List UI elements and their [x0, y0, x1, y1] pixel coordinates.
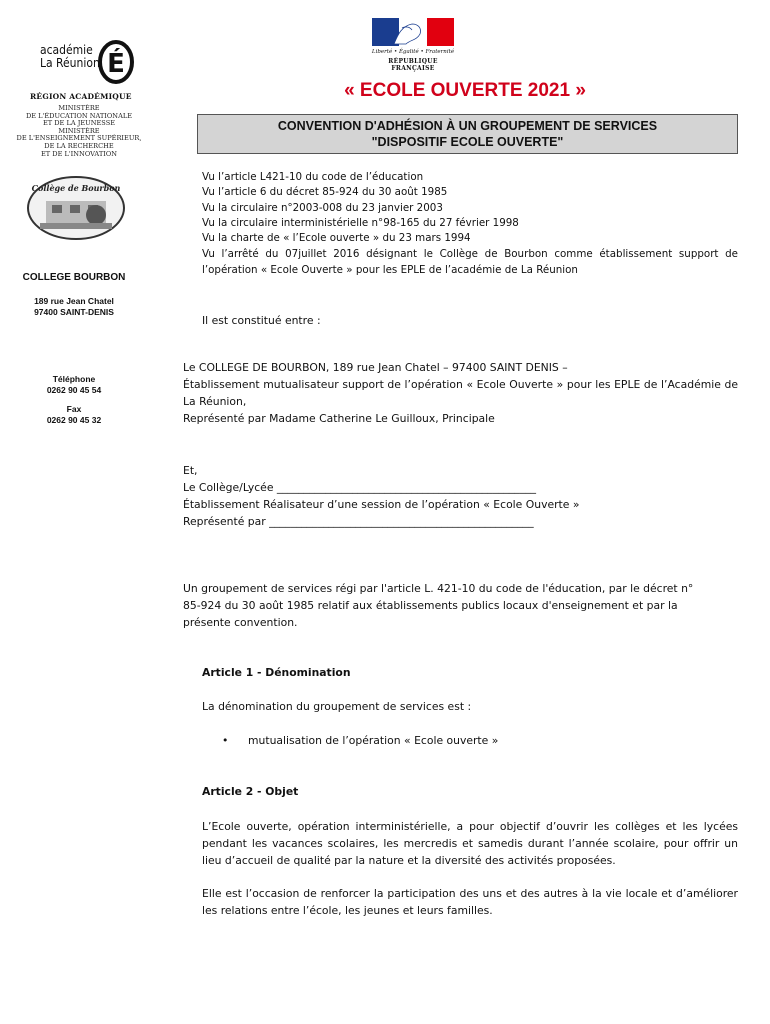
groupement-text: Un groupement de services régi par l'article L. 421-10 du code de l'éducation, par le décret n° 85-924 du 30 août 1985 relatif aux établissements publics locaux d'enseignement et par la présente convention.: [183, 582, 694, 629]
college-lycee-field: Le Collège/Lycée ________________________________________________: [183, 481, 537, 494]
party-two-block: [183, 462, 738, 530]
convention-line1: CONVENTION D'ADHÉSION À UN GROUPEMENT DE SERVICES: [277, 119, 658, 133]
vu-line: Vu l’article L421-10 du code de l’éducation: [202, 171, 424, 183]
svg-text:Collège de Bourbon: Collège de Bourbon: [31, 183, 121, 193]
ministere-line: DE LA RECHERCHE: [44, 141, 114, 150]
college-address: [0, 296, 148, 318]
college-name: COLLEGE BOURBON: [22, 272, 126, 283]
svg-text:É: É: [107, 49, 125, 79]
ministere-line: ET DE L'INNOVATION: [40, 149, 118, 158]
academie-logo: [40, 32, 136, 86]
party-one-line: Établissement mutualisateur support de l’opération « Ecole Ouverte » pour les EPLE de l’Académie de La Réunion,: [183, 378, 738, 408]
article-1-text: La dénomination du groupement de services est :: [202, 700, 472, 713]
ministere-line: MINISTÈRE: [58, 126, 100, 135]
constitue-text: Il est constitué entre :: [202, 314, 321, 327]
academie-e-icon: [98, 32, 134, 84]
convention-header-box: [197, 114, 738, 154]
party-two-line: Et,: [183, 464, 198, 477]
bullet-text: mutualisation de l’opération « Ecole ouverte »: [248, 734, 499, 747]
ministere-line: DE L'ENSEIGNEMENT SUPÉRIEUR,: [16, 134, 142, 143]
article-2-paragraph-1: L’Ecole ouverte, opération interministérielle, a pour objectif d’ouvrir les collèges et les lycées pendant les vacances scolaires, les mercredis et samedis durant l’année scolaire, pour offrir un lieu d’accueil de qualité par la nature et la diversité des activités proposées.: [202, 820, 738, 867]
address-line: 189 rue Jean Chatel: [34, 296, 114, 306]
fax-number: 0262 90 45 32: [46, 415, 102, 425]
party-one-line: Le COLLEGE DE BOURBON, 189 rue Jean Chatel – 97400 SAINT DENIS –: [183, 361, 568, 374]
bullet-icon: •: [222, 734, 229, 747]
vu-line: Vu la charte de « l’Ecole ouverte » du 23 mars 1994: [202, 232, 471, 245]
region-academique-label: RÉGION ACADÉMIQUE: [30, 92, 132, 101]
ministere-line: MINISTÈRE: [58, 104, 100, 112]
legal-references: [202, 170, 738, 246]
article-1-title: Article 1 - Dénomination: [202, 666, 351, 679]
phone-label: Téléphone: [52, 374, 96, 384]
rf-motto: Liberté • Égalité • Fraternité: [371, 49, 455, 55]
academie-line1: académie: [40, 43, 93, 57]
party-one-block: [183, 359, 738, 427]
document-title: « ECOLE OUVERTE 2021 »: [344, 80, 586, 101]
party-one-line: Représenté par Madame Catherine Le Guilloux, Principale: [183, 412, 495, 425]
ministere-line: DE L'ÉDUCATION NATIONALE: [25, 111, 133, 120]
phone-number: 0262 90 45 54: [46, 385, 102, 395]
vu-line: Vu l’article 6 du décret 85-924 du 30 août 1985: [202, 186, 448, 199]
ministere-block: [14, 105, 144, 158]
article-1-bullet: [222, 734, 498, 747]
convention-line2: "DISPOSITIF ECOLE OUVERTE": [371, 135, 564, 149]
fax-label: Fax: [66, 404, 82, 414]
article-2-title: Article 2 - Objet: [202, 785, 299, 798]
vu-line: Vu la circulaire interministérielle n°98-165 du 27 février 1998: [202, 216, 519, 229]
represente-par-field: Représenté par _________________________________________________: [183, 515, 534, 528]
contact-block: [0, 374, 148, 426]
article-2-paragraph-2: Elle est l’occasion de renforcer la participation des uns et des autres à la vie locale et d’améliorer les relations entre l’école, les jeunes et leurs familles.: [202, 887, 738, 917]
address-line: 97400 SAINT-DENIS: [34, 307, 114, 317]
republique-francaise-logo: [366, 18, 460, 70]
academie-line2: La Réunion: [40, 56, 100, 70]
rf-name: RÉPUBLIQUE FRANÇAISE: [388, 58, 438, 72]
vu-arrete: Vu l’arrêté du 07juillet 2016 désignant le Collège de Bourbon comme établissement support de l’opération « Ecole Ouverte » pour les EPLE de l’académie de La Réunion: [202, 248, 738, 276]
marianne-flag-icon: [372, 18, 454, 46]
left-column: [0, 0, 200, 1024]
ministere-line: ET DE LA JEUNESSE: [42, 119, 116, 128]
vu-line: Vu la circulaire n°2003-008 du 23 janvier 2003: [202, 201, 443, 214]
college-bourbon-logo: [26, 175, 126, 241]
party-two-line: Établissement Réalisateur d’une session de l’opération « Ecole Ouverte »: [183, 498, 580, 511]
